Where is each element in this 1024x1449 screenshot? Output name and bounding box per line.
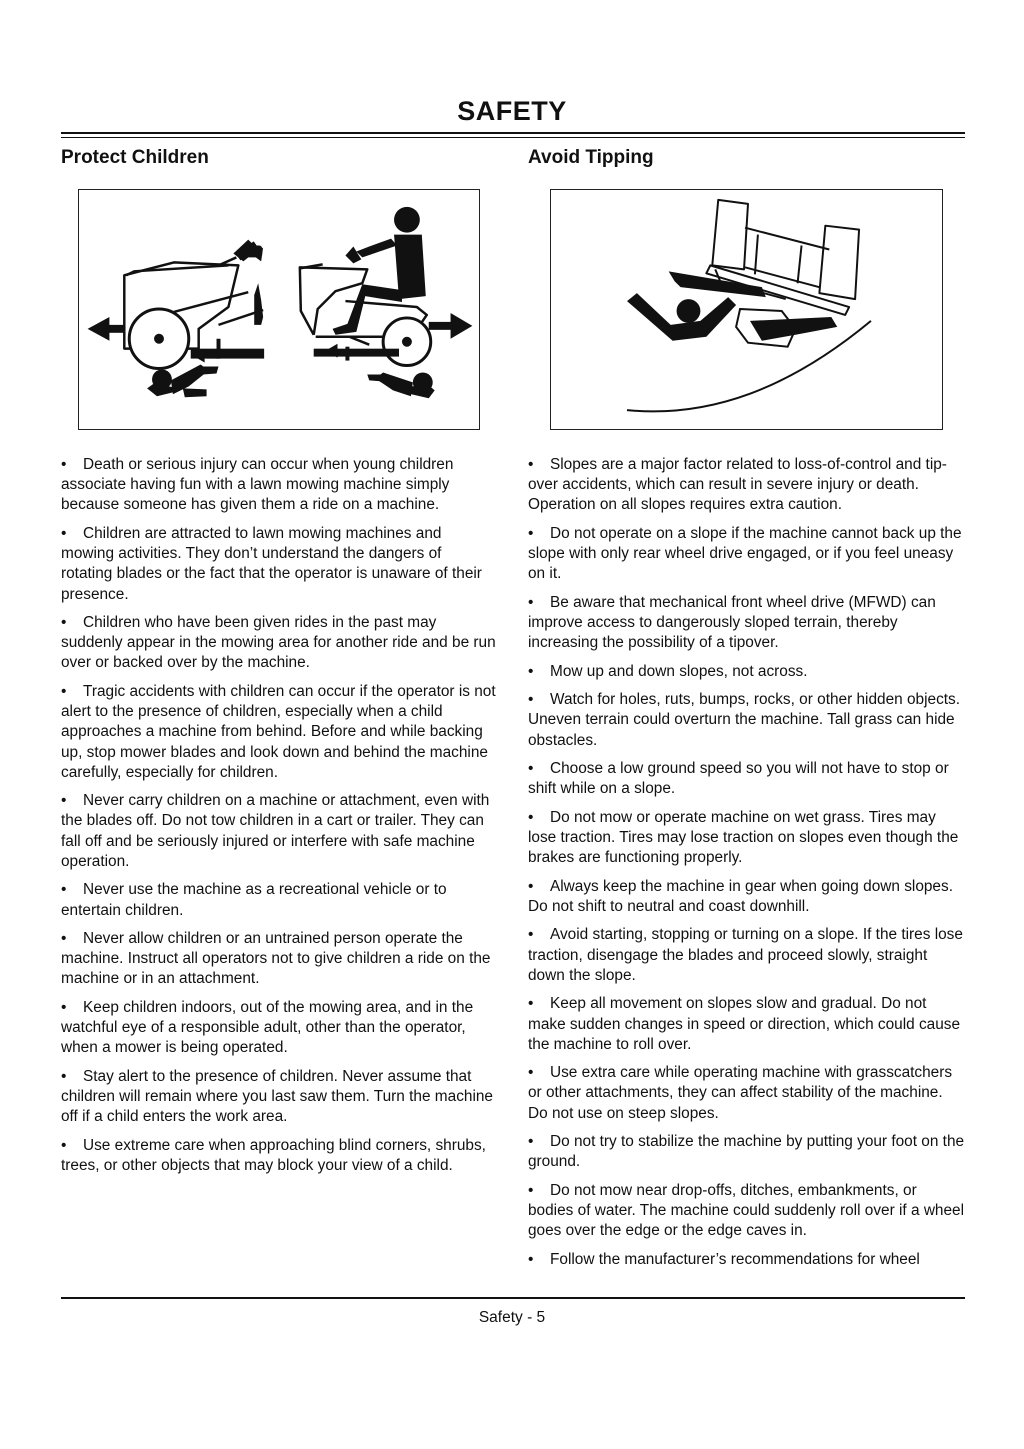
list-item: • Mow up and down slopes, not across. [528, 662, 965, 682]
bullet: • [61, 998, 67, 1016]
list-item: • Follow the manufacturer’s recommendations for wheel [528, 1250, 965, 1270]
bullet: • [528, 1181, 534, 1199]
list-item: • Tragic accidents with children can occur if the operator is not alert to the presence of children, especially when a child approaches a machine from behind. Before and while backing up, stop mower blades and look down and behind the machine carefully, especially for children. [61, 682, 496, 781]
list-item: • Never allow children or an untrained person operate the machine. Instruct all operators not to give children a ride on the machine or in an attachment. [61, 930, 491, 988]
list-item: • Be aware that mechanical front wheel drive (MFWD) can improve access to dangerously sloped terrain, thereby increasing the possibility of a tipover. [528, 593, 936, 652]
bullet: • [528, 1064, 534, 1082]
bullet: • [61, 1067, 67, 1085]
bullet: • [61, 930, 67, 948]
page-title: SAFETY [457, 96, 567, 126]
children-mower-hazard-illustration [78, 189, 480, 430]
page-footer: Safety - 5 [478, 1309, 546, 1326]
list-item: • Do not operate on a slope if the machine cannot back up the slope with only rear wheel drive engaged, or if you feel uneasy on it. [528, 524, 962, 583]
bullet: • [528, 1250, 534, 1268]
section-heading-protect-children: Protect Children [61, 147, 209, 168]
bullet: • [528, 662, 534, 680]
list-item: • Use extreme care when approaching blind corners, shrubs, trees, or other objects that may block your view of a child. [61, 1136, 486, 1174]
bullet: • [61, 1136, 67, 1154]
avoid-tipping-list [528, 455, 965, 1278]
list-item: • Use extra care while operating machine with grasscatchers or other attachments, they can affect stability of the machine. Do not use on steep slopes. [528, 1064, 953, 1122]
list-item: • Keep children indoors, out of the mowing area, and in the watchful eye of a responsible adult, other than the operator, when a mower is being operated. [61, 998, 474, 1057]
list-item: • Watch for holes, ruts, bumps, rocks, or other hidden objects. Uneven terrain could overturn the machine. Tall grass can hide obstacles. [528, 691, 961, 749]
list-item: • Never use the machine as a recreational vehicle or to entertain children. [61, 881, 447, 919]
bullet: • [528, 995, 534, 1013]
protect-children-list [61, 455, 496, 1184]
list-item: • Always keep the machine in gear when going down slopes. Do not shift to neutral and coast downhill. [528, 877, 953, 915]
list-item: • Children are attracted to lawn mowing machines and mowing activities. They don’t understand the dangers of rotating blades or the fact that the operator is unaware of their presence. [61, 524, 482, 603]
list-item: • Avoid starting, stopping or turning on a slope. If the tires lose traction, disengage the blades and proceed slowly, straight down the slope. [528, 926, 963, 984]
list-item: • Do not try to stabilize the machine by putting your foot on the ground. [528, 1133, 965, 1171]
bullet: • [61, 524, 67, 542]
section-heading-avoid-tipping: Avoid Tipping [528, 147, 654, 168]
list-item: • Choose a low ground speed so you will not have to stop or shift while on a slope. [528, 760, 949, 798]
list-item: • Do not mow near drop-offs, ditches, embankments, or bodies of water. The machine could suddenly roll over if a wheel goes over the edge or the edge caves in. [528, 1181, 965, 1240]
bullet: • [528, 1133, 534, 1151]
bullet: • [528, 808, 534, 826]
bullet: • [528, 926, 534, 944]
list-item: • Children who have been given rides in the past may suddenly appear in the mowing area for another ride and be run over or backed over by the machine. [61, 614, 496, 672]
bullet: • [61, 456, 67, 473]
bullet: • [528, 760, 534, 778]
bullet: • [61, 614, 67, 632]
tipping-mower-hazard-illustration [550, 189, 943, 430]
bullet: • [528, 456, 534, 473]
list-item: • Keep all movement on slopes slow and gradual. Do not make sudden changes in speed or direction, which could cause the machine to roll over. [528, 995, 961, 1053]
list-item: • Never carry children on a machine or attachment, even with the blades off. Do not tow children in a cart or trailer. They can fall off and be seriously injured or interfere with safe machine operation. [61, 792, 490, 870]
bullet: • [528, 524, 534, 542]
bullet: • [528, 877, 534, 895]
list-item: • Stay alert to the presence of children. Never assume that children will remain where you last saw them. Turn the machine off if a child enters the work area. [61, 1067, 493, 1126]
header-rule-thin [61, 137, 965, 138]
header-rule [61, 132, 965, 134]
footer-rule [61, 1297, 965, 1299]
bullet: • [528, 593, 534, 611]
bullet: • [61, 881, 67, 899]
bullet: • [61, 792, 67, 810]
list-item: • Slopes are a major factor related to loss-of-control and tip-over accidents, which can result in severe injury or death. Operation on all slopes requires extra caution. [528, 456, 947, 514]
list-item: • Do not mow or operate machine on wet grass. Tires may lose traction. Tires may lose traction on slopes even though the brakes are functioning properly. [528, 808, 959, 867]
bullet: • [61, 682, 67, 700]
bullet: • [528, 691, 534, 709]
list-item: • Death or serious injury can occur when young children associate having fun with a lawn mowing machine simply because someone has given them a ride on a machine. [61, 456, 454, 514]
